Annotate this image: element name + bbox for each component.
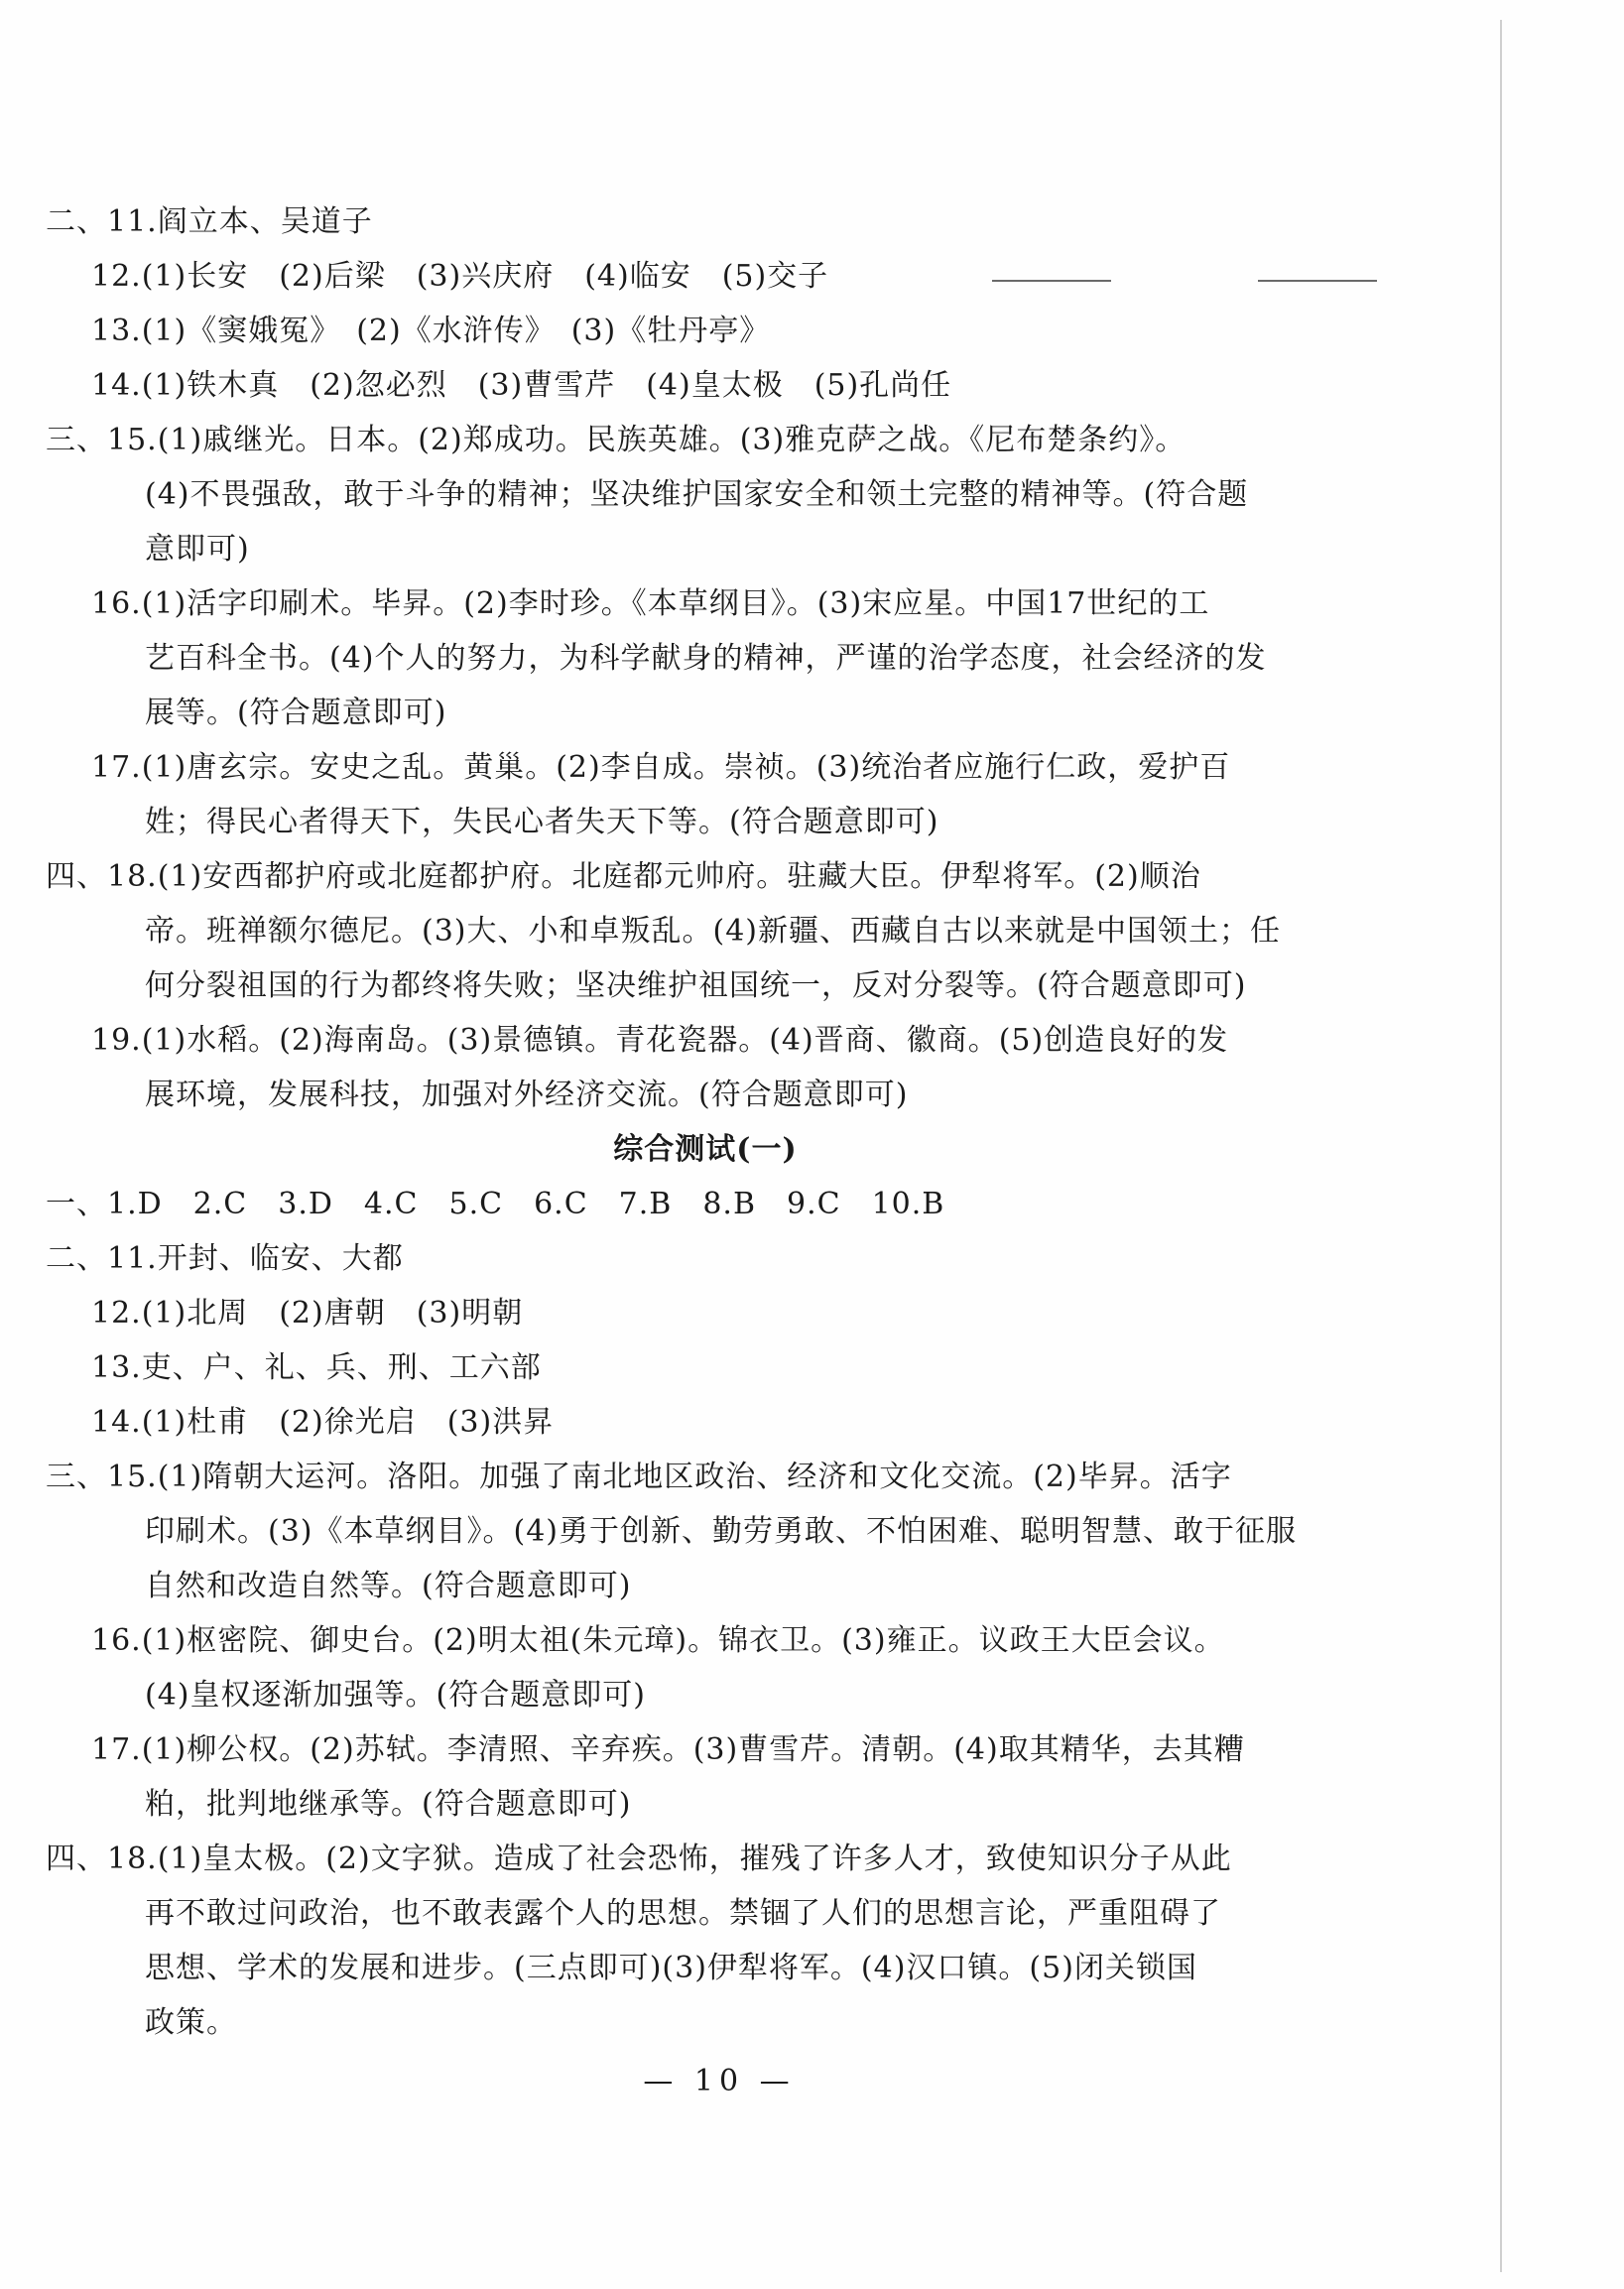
answer-line: 帝。班禅额尔德尼。(3)大、小和卓叛乱。(4)新疆、西藏自古以来就是中国领土；任 xyxy=(145,914,1281,949)
answer-line: 12.(1)长安 (2)后梁 (3)兴庆府 (4)临安 (5)交子 xyxy=(91,259,829,294)
answer-line: (4)不畏强敌，敢于斗争的精神；坚决维护国家安全和领土完整的精神等。(符合题 xyxy=(145,477,1249,512)
answer-line: 自然和改造自然等。(符合题意即可) xyxy=(145,1569,632,1603)
answer-content xyxy=(46,194,1365,2050)
answer-line: 12.(1)北周 (2)唐朝 (3)明朝 xyxy=(91,1296,524,1331)
answer-line: 16.(1)活字印刷术。毕昇。(2)李时珍。《本草纲目》。(3)宋应星。中国17世纪的工 xyxy=(91,586,1210,621)
answer-line: 一、1.D 2.C 3.D 4.C 5.C 6.C 7.B 8.B 9.C 10.B xyxy=(46,1187,945,1221)
answer-line: 四、18.(1)皇太极。(2)文字狱。造成了社会恐怖，摧残了许多人才，致使知识分子从此 xyxy=(46,1842,1232,1876)
page-fold-line xyxy=(1500,20,1502,2272)
answer-line: 意即可) xyxy=(145,532,250,567)
answer-line: 艺百科全书。(4)个人的努力，为科学献身的精神，严谨的治学态度，社会经济的发 xyxy=(145,641,1267,676)
answer-line: 再不敢过问政治，也不敢表露个人的思想。禁锢了人们的思想言论，严重阻碍了 xyxy=(145,1896,1221,1931)
answer-line: 16.(1)枢密院、御史台。(2)明太祖(朱元璋)。锦衣卫。(3)雍正。议政王大臣会议。 xyxy=(91,1623,1225,1658)
answer-line: 17.(1)唐玄宗。安史之乱。黄巢。(2)李自成。崇祯。(3)统治者应施行仁政，爱护百 xyxy=(91,750,1231,785)
answer-line: 政策。 xyxy=(145,2005,237,2040)
answer-line: 14.(1)铁木真 (2)忽必烈 (3)曹雪芹 (4)皇太极 (5)孔尚任 xyxy=(91,368,952,403)
answer-line: (4)皇权逐渐加强等。(符合题意即可) xyxy=(145,1678,646,1713)
answer-line: 思想、学术的发展和进步。(三点即可)(3)伊犁将军。(4)汉口镇。(5)闭关锁国 xyxy=(145,1951,1197,1985)
answer-line: 13.吏、户、礼、兵、刑、工六部 xyxy=(91,1350,542,1385)
answer-line: 二、11.阎立本、吴道子 xyxy=(46,204,373,239)
answer-line: 13.(1)《窦娥冤》 (2)《水浒传》 (3)《牡丹亭》 xyxy=(91,314,771,348)
answer-line: 三、15.(1)隋朝大运河。洛阳。加强了南北地区政治、经济和文化交流。(2)毕昇。活字 xyxy=(46,1460,1232,1494)
answer-line: 四、18.(1)安西都护府或北庭都护府。北庭都元帅府。驻藏大臣。伊犁将军。(2)顺治 xyxy=(46,859,1201,894)
page-number: — 10 — xyxy=(643,2064,796,2098)
section-heading: 综合测试(一) xyxy=(613,1132,798,1167)
answer-line: 展环境，发展科技，加强对外经济交流。(符合题意即可) xyxy=(145,1078,909,1112)
answer-line: 二、11.开封、临安、大都 xyxy=(46,1241,404,1276)
answer-line: 粕，批判地继承等。(符合题意即可) xyxy=(145,1787,632,1822)
answer-line: 姓；得民心者得天下，失民心者失天下等。(符合题意即可) xyxy=(145,805,939,839)
answer-line: 14.(1)杜甫 (2)徐光启 (3)洪昇 xyxy=(91,1405,555,1440)
answer-line: 19.(1)水稻。(2)海南岛。(3)景德镇。青花瓷器。(4)晋商、徽商。(5)创造良好的发 xyxy=(91,1023,1229,1058)
answer-line: 展等。(符合题意即可) xyxy=(145,696,447,730)
answer-line: 17.(1)柳公权。(2)苏轼。李清照、辛弃疾。(3)曹雪芹。清朝。(4)取其精华，去其糟 xyxy=(91,1732,1245,1767)
answer-line: 何分裂祖国的行为都终将失败；坚决维护祖国统一，反对分裂等。(符合题意即可) xyxy=(145,968,1247,1003)
answer-line: 三、15.(1)戚继光。日本。(2)郑成功。民族英雄。(3)雅克萨之战。《尼布楚条约》。 xyxy=(46,423,1187,457)
answer-line: 印刷术。(3)《本草纲目》。(4)勇于创新、勤劳勇敢、不怕困难、聪明智慧、敢于征服 xyxy=(145,1514,1297,1549)
